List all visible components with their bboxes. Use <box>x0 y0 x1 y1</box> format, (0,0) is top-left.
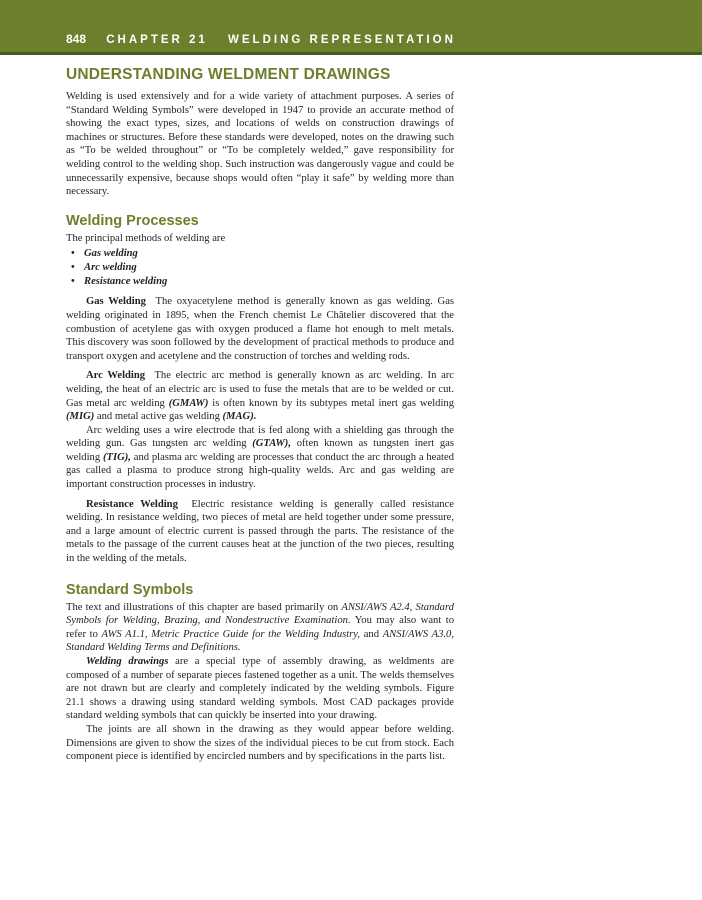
intro-paragraph: Welding is used extensively and for a wide variety of attachment purposes. A series of “Standard Welding Symbols” were developed in 1947 to provide an accurate method of showing the exact types, sizes, and locations of welds on construction drawings of machines or structures. Before these standards were developed, notes on the drawing such as “To be welded throughout” or “To be completely welded,” gave responsibility for welding control to the welding shop. Such instruction was dangerously vague and could be unnecessarily expensive, because shops would often “play it safe” by welding more than necessary. <box>66 91 454 198</box>
bullet-icon: • <box>71 262 75 274</box>
running-header <box>66 32 456 46</box>
resistance-welding-term: Resistance Welding <box>86 498 178 510</box>
list-item: • Resistance welding <box>71 276 168 288</box>
chapter-title: WELDING REPRESENTATION <box>228 34 456 46</box>
list-item: • Arc welding <box>71 262 137 274</box>
bullet-icon: • <box>71 248 75 260</box>
bullet-icon: • <box>71 276 75 288</box>
welding-drawings-paragraph: Welding drawings are a special type of assembly drawing, as weldments are composed of a number of separate pieces fastened together as a unit. The welds themselves are not drawn but are clearly and completely indicated by the welding symbols. Figure 21.1 shows a drawing using standard welding symbols. Most CAD packages provide standard welding symbols that can quickly be inserted into your drawing. <box>66 656 454 722</box>
joints-paragraph: The joints are all shown in the drawing as they would appear before welding. Dimensions are given to show the sizes of the individual pieces to be cut from stock. Each component piece is identified by encircled numbers and by specifications in the parts list. <box>66 723 454 763</box>
symbols-heading: Standard Symbols <box>66 581 194 598</box>
page-body <box>66 66 454 764</box>
page-number: 848 <box>66 32 87 46</box>
arc-welding-term: Arc Welding <box>86 370 146 382</box>
chapter-label: CHAPTER 21 <box>106 34 208 46</box>
header-rule <box>0 52 702 55</box>
resistance-welding-paragraph: Resistance Welding Electric resistance welding is generally called resistance welding. In resistance welding, two pieces of metal are held together under some pressure, and a large amount of electric current is passed through the parts. The resistance of the metals to the passage of the current causes heat at the junction of the two pieces, resulting in the welding of the metals. <box>66 498 455 565</box>
processes-heading: Welding Processes <box>66 212 199 229</box>
arc-welding-paragraph-2: Arc welding uses a wire electrode that is fed along with a shielding gas through the welding gun. Gas tungsten arc welding (GTAW), often known as tungsten inert gas welding (TIG), and plasma arc welding are processes that conduct the arc through a heated gas called a plasma to produce strong high-quality welds. Arc and gas welding are important construction processes in industry. <box>66 424 454 491</box>
section-title: UNDERSTANDING WELDMENT DRAWINGS <box>66 66 391 83</box>
gas-welding-paragraph: Gas Welding The oxyacetylene method is generally known as gas welding. Gas welding originated in 1895, when the French chemist Le Châtelier discovered that the combustion of acetylene gas with oxygen produced a flame hot enough to melt metals. This discovery was soon followed by the development of practical methods to produce and transport oxygen and acetylene and the construction of torches and welding rods. <box>66 296 455 362</box>
symbols-paragraph: The text and illustrations of this chapter are based primarily on ANSI/AWS A2.4, Standard Symbols for Welding, Brazing, and Nondestructive Examination. You may also want to refer to AWS A1.1, Metric Practice Guide for the Welding Industry, and ANSI/AWS A3.0, Standard Welding Terms and Definitions. <box>66 601 455 654</box>
welding-drawings-term: Welding drawings <box>86 656 169 667</box>
gas-welding-term: Gas Welding <box>86 296 146 308</box>
arc-welding-paragraph: Arc Welding The electric arc method is generally known as arc welding. In arc welding, the heat of an electric arc is used to fuse the metals that are to be welded or cut. Gas metal arc welding (GMAW) is often known by its subtypes metal inert gas welding (MIG) and metal active gas welding (MAG). <box>66 370 455 423</box>
list-item: • Gas welding <box>71 248 138 260</box>
processes-lead: The principal methods of welding are <box>66 232 226 244</box>
methods-list <box>66 247 454 289</box>
